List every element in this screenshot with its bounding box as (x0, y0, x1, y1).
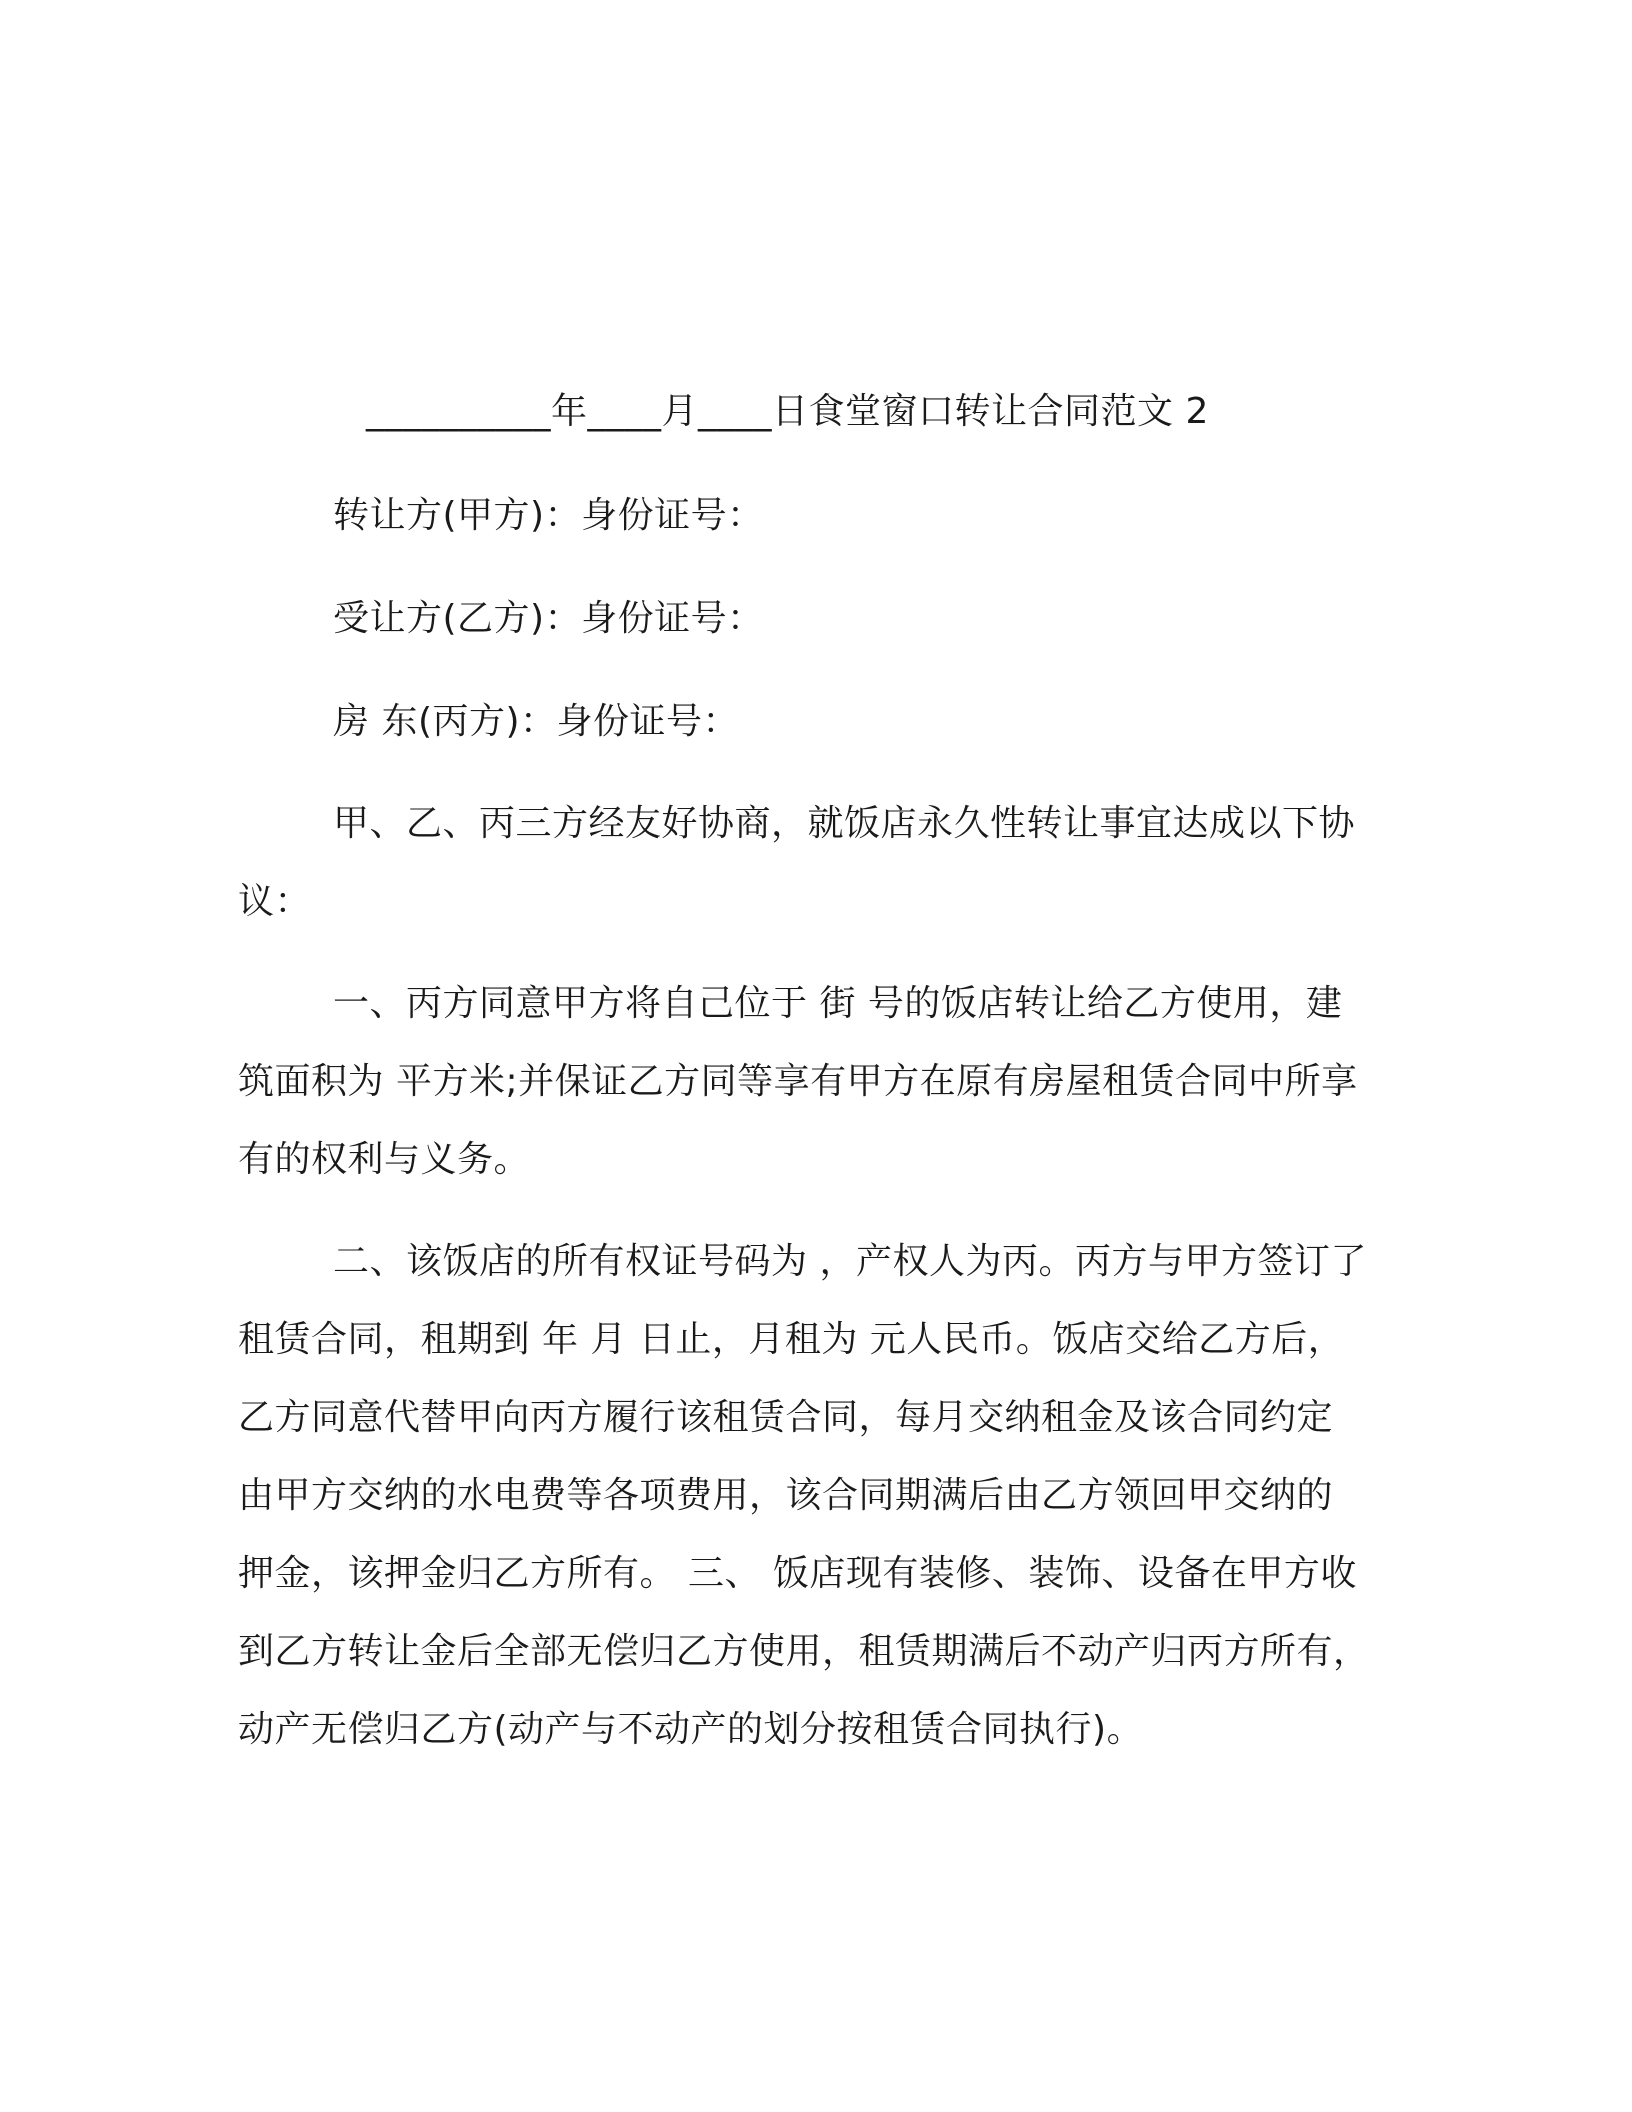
clause1-line-3: 有的权利与义务。 (238, 1139, 531, 1180)
clause2-line-1: 二、该饭店的所有权证号码为 ，产权人为丙。丙方与甲方签订了 (333, 1241, 1367, 1282)
clause1-line-2: 筑面积为 平方米;并保证乙方同等享有甲方在原有房屋租赁合同中所享 (238, 1061, 1358, 1102)
intro-line-2: 议： (238, 881, 312, 922)
clause2-line-5: 押金，该押金归乙方所有。 三、 饭店现有装修、装饰、设备在甲方收 (238, 1553, 1357, 1594)
clause2-line-3: 乙方同意代替甲向丙方履行该租赁合同，每月交纳租金及该合同约定 (238, 1397, 1334, 1438)
clause2-line-2: 租赁合同，租期到 年 月 日止，月租为 元人民币。饭店交给乙方后， (238, 1319, 1345, 1360)
party-landlord: 房 东(丙方)：身份证号： (333, 701, 740, 742)
clause2-line-6: 到乙方转让金后全部无偿归乙方使用，租赁期满后不动产归丙方所有， (238, 1631, 1370, 1672)
document-title: __________年____月____日食堂窗口转让合同范文 2 (366, 391, 1209, 432)
clause1-line-1: 一、丙方同意甲方将自己位于 街 号的饭店转让给乙方使用，建 (333, 983, 1343, 1024)
party-transferee: 受让方(乙方)：身份证号： (333, 598, 764, 639)
intro-line-1: 甲、乙、丙三方经友好协商，就饭店永久性转让事宜达成以下协 (333, 803, 1356, 844)
clause2-line-7: 动产无偿归乙方(动产与不动产的划分按租赁合同执行)。 (238, 1709, 1144, 1750)
party-transferor: 转让方(甲方)：身份证号： (333, 495, 764, 536)
clause2-line-4: 由甲方交纳的水电费等各项费用，该合同期满后由乙方领回甲交纳的 (238, 1475, 1334, 1516)
